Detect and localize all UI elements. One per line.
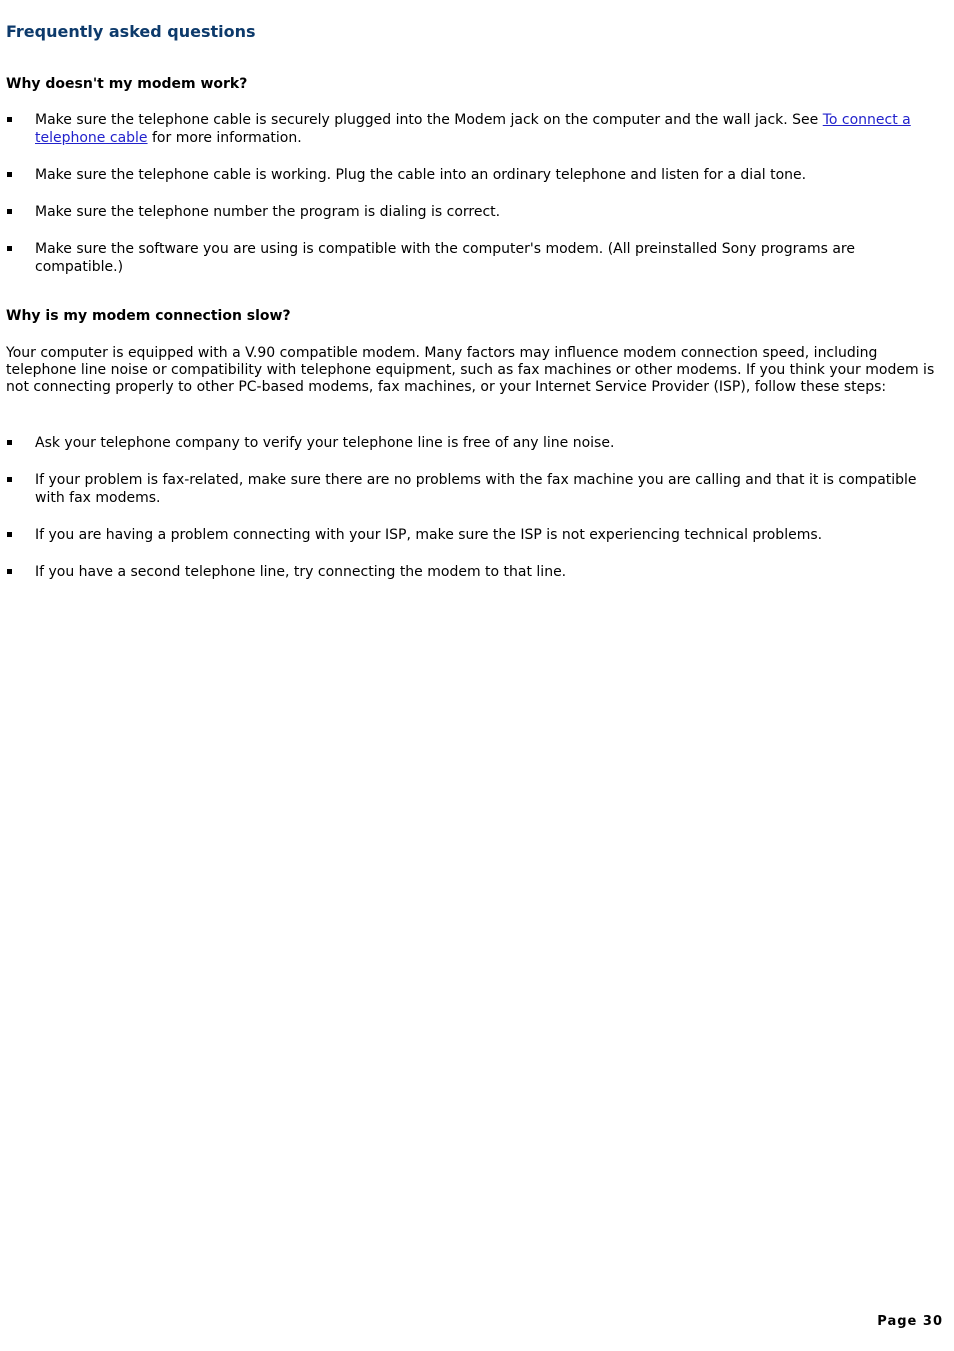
bullet-text: Make sure the software you are using is compatible with the computer's modem. (All preinstalled Sony programs are compatible.) (35, 241, 855, 275)
list-item (6, 563, 926, 581)
telephone-cable-link[interactable]: To connect a telephone cable (35, 112, 911, 146)
bullet-text: Make sure the telephone number the program is dialing is correct. (35, 204, 501, 220)
bullet-text: Ask your telephone company to verify your telephone line is free of any line noise. (35, 435, 615, 451)
bullet-text: If your problem is fax-related, make sure there are no problems with the fax machine you are calling and that it is compatible with fax modems. (35, 472, 917, 506)
list-item (6, 471, 926, 507)
section-heading-modem-slow: Why is my modem connection slow? (6, 308, 291, 324)
list-item (6, 111, 926, 147)
bullet-text: Make sure the telephone cable is working. Plug the cable into an ordinary telephone and listen for a dial tone. (35, 167, 807, 183)
list-item (6, 526, 926, 544)
bullet-text: Make sure the telephone cable is securely plugged into the Modem jack on the computer and the wall jack. See (35, 112, 823, 128)
list-item (6, 166, 926, 184)
bullet-list-modem-slow (6, 434, 926, 600)
section-heading-modem-not-working: Why doesn't my modem work? (6, 76, 248, 92)
modem-speed-paragraph: Your computer is equipped with a V.90 compatible modem. Many factors may influence modem connection speed, including telephone line noise or compatibility with telephone equipment, such as fax machines or other modems. If you think your modem is not connecting properly to other PC-based modems, fax machines, or your Internet Service Provider (ISP), follow these steps: (6, 345, 935, 395)
bullet-text: for more information. (147, 130, 302, 146)
bullet-list-modem-not-working (6, 111, 926, 295)
list-item (6, 240, 926, 276)
bullet-text: If you are having a problem connecting with your ISP, make sure the ISP is not experiencing technical problems. (35, 527, 823, 543)
bullet-text: If you have a second telephone line, try connecting the modem to that line. (35, 564, 567, 580)
page-number: Page 30 (877, 1314, 943, 1329)
page-title: Frequently asked questions (6, 22, 256, 41)
list-item (6, 203, 926, 221)
list-item (6, 434, 926, 452)
